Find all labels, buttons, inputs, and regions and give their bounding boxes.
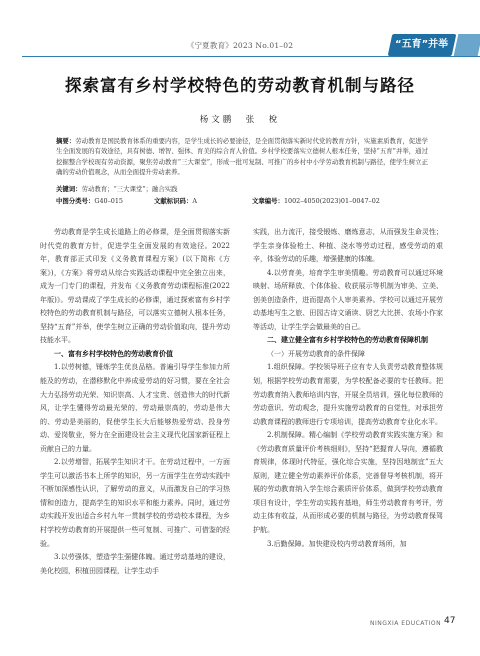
paragraph: 3.后勤保障。加快建设校内劳动教育场所，加 — [267, 539, 407, 548]
keywords — [56, 184, 428, 194]
page-number: 47 — [444, 616, 456, 626]
id-value: 1002–4050(2023)01–0047–02 — [283, 197, 380, 205]
paragraph: 1.组织保障。学校领导班子应有专人负责劳动教育整体规划，根据学校劳动教育需要，为学校配备必要的专任教师。把劳动教育纳入教师培训内容，开展全员培训，强化每位教师的劳动意识、劳动观念，提升实施劳动教育的自觉性，对承担劳动教育课程的教师进行专项培训，提高劳动教育专业化水平。 — [253, 363, 443, 426]
paragraph: 劳动教育是学生成长道路上的必修课，是全面贯彻落实新时代党的教育方针，促进学生全面发展的有效途径。2022年，教育部正式印发《义务教育课程方案》(以下简称《方案》)，《方案》将劳动从综合实践活动课程中完全独立出来，成为一门专门的课程，并发布《义务教育劳动课程标准(2022年版)》。劳动课成了学生成长的必修课，通过探索富有乡村学校特色的劳动教育机制与路径，可以落实立德树人根本任务，坚持“五育”并举，使学生树立正确的劳动价值取向，提升劳动技能水平。 — [40, 228, 230, 345]
class-value: G40–015 — [94, 197, 123, 205]
doc-code — [154, 196, 197, 206]
id-label: 文章编号： — [252, 197, 284, 205]
classification-line — [56, 196, 428, 206]
paragraph: 4.以劳育美，培育学生审美情趣。劳动教育可以通过环境映射、场所释放、个体体验、收获展示等机制为审美、立美、创美创造条件，进而提高个人审美素养。学校可以通过开展劳动基地写生之旅、田园古诗文诵读、厨艺大比拼、农场小作家等活动，让学生学会做最美的自己。 — [253, 268, 443, 331]
journal-citation: 《宁夏教育》2023 No.01–02 — [186, 41, 294, 50]
abstract-text: 劳动教育是国民教育体系的重要内容，是学生成长的必要途径，是全面贯彻落实新时代党的教育方针，实施素质教育，促进学生全面发展的有效途径，具有树德、增智、强体、育美的综合育人价值。乡村学校要落实立德树人根本任务，坚持“五育”并举，通过挖掘整合学校现有劳动资源，聚焦劳动教育“三大课堂”，形成一批可复制、可推广的乡村中小学劳动教育机制与路径，使学生树立正确的劳动价值观念，从而全面提升劳动素养。 — [56, 137, 429, 176]
article-id — [252, 196, 380, 206]
abstract-label: 摘要： — [56, 137, 76, 145]
doc-value: A — [192, 197, 197, 205]
header-rule — [22, 56, 480, 57]
paragraph: 2.以劳增智，拓展学生知识才干。在劳动过程中，一方面学生可以激活书本上所学的知识，另一方面学生在劳动实践中不断加深感性认识，了解劳动的意义，从而激发自己的学习热情和创造力，提高学生的知识水平和能力素养。同时，通过劳动实践开发出适合乡村九年一贯制学校的劳动校本课程，为乡村学校劳动教育的开展提供一些可复制、可推广、可借鉴的经验。 — [40, 458, 230, 548]
section-badge-label: “五育”并举 — [395, 39, 449, 50]
footer-journal-name: NINGXIA EDUCATION — [370, 620, 442, 627]
section-heading: 一、富有乡村学校特色的劳动教育价值 — [54, 349, 173, 358]
body-column-right — [253, 226, 443, 551]
paragraph: 3.以劳强体，塑造学生强健体魄。通过劳动基地的建设，美化校园，积植田园课程，让学生动手 — [40, 553, 230, 575]
section-heading: 二、建立健全富有乡村学校特色的劳动教育保障机制 — [267, 336, 428, 345]
article-authors: 杨文鹏 张 梲 — [199, 115, 281, 125]
paragraph: 2.机制保障。精心编制《学校劳动教育实践实施方案》和《劳动教育质量评价考核细则》，坚持“把握育人导向，遵循教育规律，体现时代特征，强化综合实施，坚持因地制宜”五大原则，建立健全劳动素养评价体系，完善督导考核机制，将开展的劳动教育纳入学生综合素质评价体系，做到学校劳动教育项目有设计，学生劳动实践有基地，师生劳动教育有考评，劳动主体有收益，从而形成必要的机制与路径，为劳动教育保驾护航。 — [253, 431, 443, 535]
article-title: 探索富有乡村学校特色的劳动教育机制与路径 — [65, 76, 415, 95]
body-column-left — [40, 226, 230, 578]
keywords-text: 劳动教育；“三大课堂”；融合实践 — [81, 185, 178, 193]
class-number — [56, 197, 123, 205]
paragraph: 1.以劳树德，锤炼学生优良品格。普遍引导学生参加力所能及的劳动，在潜移默化中养成爱劳动的好习惯，要在全社会大力弘扬劳动光荣、知识崇高、人才宝贵、创造伟大的时代新风，让学生懂得劳动最光荣的、劳动最崇高的，劳动是伟大的、劳动是美丽的，促使学生长大后能够热爱劳动、投身劳动、爱岗敬业，努力在全面建设社会主义现代化国家新征程上贡献自己的力量。 — [40, 363, 230, 453]
badge-stripe — [454, 34, 480, 56]
paragraph: 实践，出力流汗，接受锻炼、磨炼意志，从而强发生命灵性；学生亲身体验枪土、种植、浇水等劳动过程，感受劳动的艰辛，体验劳动的乐趣，增强健康的体魄。 — [253, 228, 443, 264]
section-badge — [388, 34, 457, 56]
class-label: 中图分类号： — [56, 197, 95, 205]
doc-label: 文献标识码： — [154, 197, 193, 205]
subsection-heading: （一）开展劳动教育的条件保障 — [267, 349, 365, 358]
abstract — [56, 136, 428, 177]
keywords-label: 关键词： — [56, 185, 82, 193]
